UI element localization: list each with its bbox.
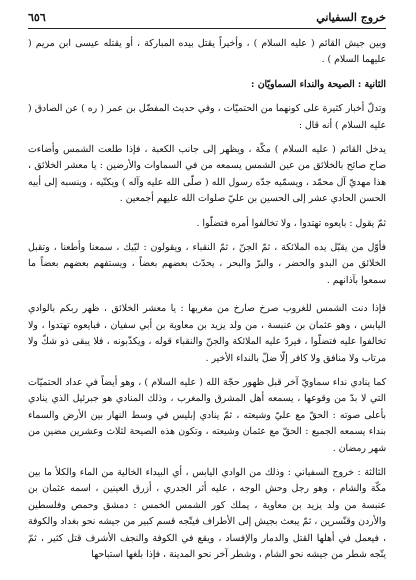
page-body xyxy=(28,36,386,563)
paragraph: وبين جيش القائم ( عليه السلام ) ، وأخيراً يقتل بيده المباركة ، أو يقتله عيسى ابن مريم ( عليهما السلام ) . xyxy=(28,38,386,66)
page-number: ٦٥٦ xyxy=(28,10,46,24)
paragraph: وتدلّ أخبار كثيرة على كونهما من الحتميّات ، وفي حديث المفضّل بن عمر ( ره ) عن الصادق ( عليه السلام ) أنه قال : xyxy=(28,103,386,131)
section-heading: الثانية : الصيحة والنداء السماويّان : xyxy=(251,78,386,90)
running-title: خروج السفياني xyxy=(316,10,386,24)
paragraph: يدخل القائم ( عليه السلام ) مكّة ، ويظهر إلى جانب الكعبة ، فإذا طلعت الشمس وأضاءت صاح صائح بالخلائق من عين الشمس يسمعه من في السماوات والأرضين : يا معشر الخلائق ، هذا مهديّ آل محمّد ، ويسمّيه جدّه رسول الله ( صلّى الله عليه وآله ) ويكنّيه ، وينسبه إلى أبيه الحسن الحادي عشر إلى الحسين بن عليّ صلوات الله عليهم أجمعين . xyxy=(28,144,386,205)
paragraph: الثالثة : خروج السفياني : وذلك من الوادي اليابس ، أي البيداء الخالية من الماء والكلأ ما بين مكّة والشام ، وهو رجل وحش الوجه ، عليه أثر الجدري ، أزرق العينين ، اسمه عثمان بن عنبسة من ولد يزيد بن معاوية ، يملك كور الشمس الخمس : دمشق وحمص وفلسطين والأردن وقنّسرين ، ثمّ يبعث بجيش إلى الأطراف فيتّجه قسم كبير من جيشه نحو بغداد والكوفة ، فيعمل في أهلها القتل والدمار والإفساد ، ويقع في الكوفة والنجف الأشرف قتل كثير ، ثمّ يتّجه شطر من جيشه نحو الشام ، وشطر آخر نحو المدينة ، فإذا بلغها استباحها xyxy=(28,466,386,560)
paragraph: كما ينادي نداء سماويّ آخر قبل ظهور حجّة الله ( عليه السلام ) ، وهو أيضاً في عداد الحتميّات التي لا بدّ من وقوعها ، يسمعه أهل المشرق والمغرب ، وذلك المنادي هو جبرئيل الذي ينادي بأعلى صوته : الحقّ مع عليّ وشيعته ، ثمّ ينادي إبليس في وسط النهار بين الأرض والسماء بنداء يسمعه الجميع : الحقّ مع عثمان وشيعته ، وتكون هذه الصيحة لثلاث وعشرين مضين من شهر رمضان . xyxy=(28,376,386,454)
paragraph: فأوّل من يقبّل يده الملائكة ، ثمّ الجنّ ، ثمّ النقباء ، ويقولون : لبّيك ، سمعنا وأطعنا ، وتقبل الخلائق من البدو والحضر ، والبرّ والبحر ، يحدّث بعضهم بعضاً ، ويستفهم بعضهم بعضاً ما سمعوا بآذانهم . xyxy=(28,242,386,286)
paragraph: ثمّ يقول : بايعوه تهتدوا ، ولا تخالفوا أمره فتضلّوا . xyxy=(196,217,386,229)
paragraph: فإذا دنت الشمس للغروب صرخ صارخ من مغربها : يا معشر الخلائق ، ظهر ربكم بالوادي اليابس ، وهو عثمان بن عنبسة ، من ولد يزيد بن معاوية بن أبي سفيان ، فبايعوه تهتدوا ، ولا تخالفوا عليه فتضلّوا ، فيردّ عليه الملائكة والجنّ والنقباء قوله ، ويكذّبونه ، فلا يبقى ذو شكّ ولا مرتاب ولا منافق ولا كافر إلّا ضلّ بالنداء الأخير . xyxy=(28,303,386,364)
page-header xyxy=(28,6,386,29)
